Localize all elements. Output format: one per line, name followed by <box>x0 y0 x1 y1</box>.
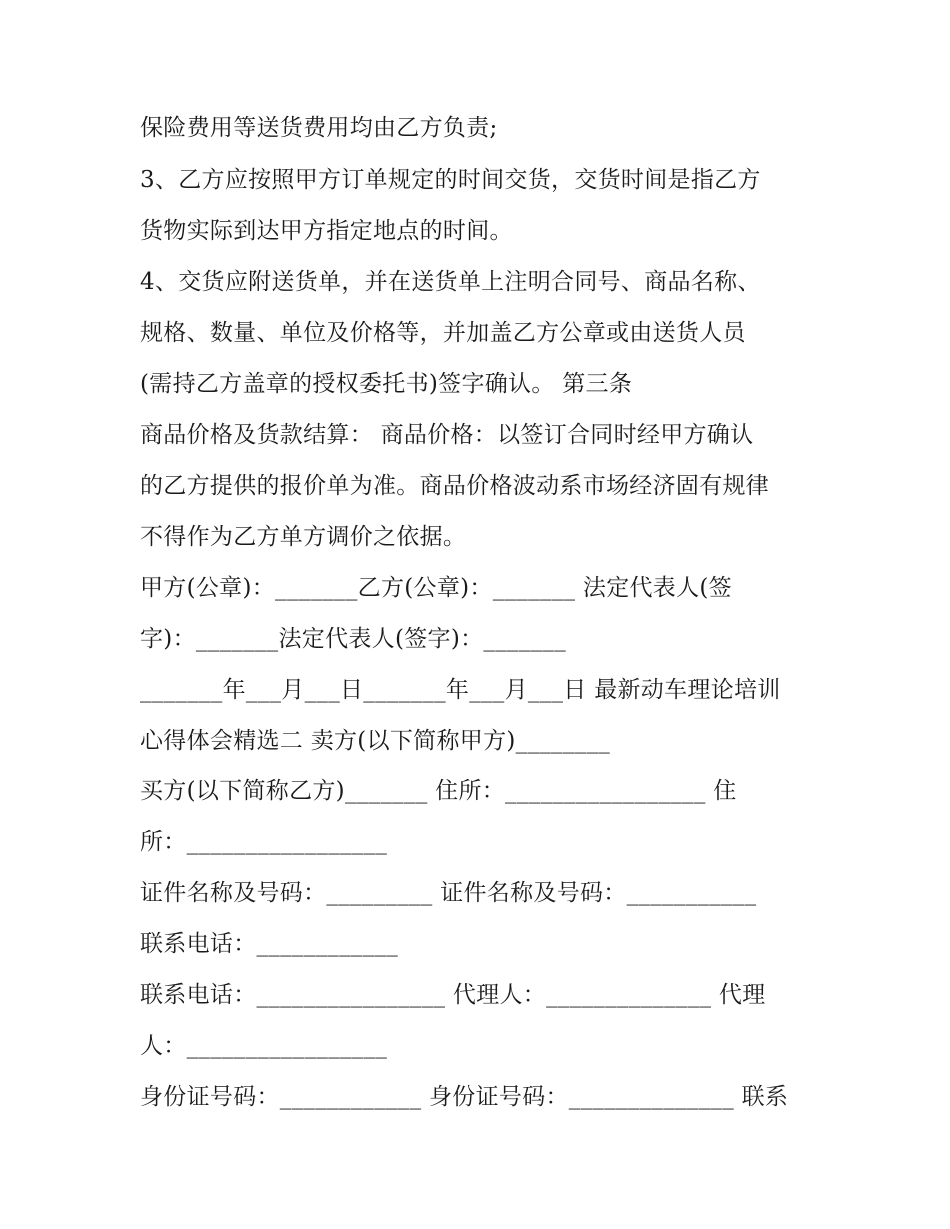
text-line: 所：_________________ <box>140 829 388 855</box>
text-line: 人：_________________ <box>140 1033 388 1059</box>
text-line: 字)：_______法定代表人(签字)：_______ <box>140 626 567 652</box>
text-line: 4、交货应附送货单，并在送货单上注明合同号、商品名称、 <box>140 269 761 295</box>
text-line: _______年___月___日_______年___月___日 最新动车理论培训 <box>140 677 781 703</box>
text-line: 身份证号码：____________ 身份证号码：______________ 联系 <box>140 1084 789 1110</box>
text-line: 商品价格及货款结算： 商品价格：以签订合同时经甲方确认 <box>140 422 754 448</box>
text-line: 保险费用等送货费用均由乙方负责; <box>140 115 498 141</box>
text-line: 联系电话：________________ 代理人：______________ 代理 <box>140 982 766 1008</box>
text-line: 规格、数量、单位及价格等，并加盖乙方公章或由送货人员 <box>140 320 746 346</box>
text-line: 不得作为乙方单方调价之依据。 <box>140 524 467 550</box>
text-line: 的乙方提供的报价单为准。商品价格波动系市场经济固有规律 <box>140 473 770 499</box>
text-line: 甲方(公章)：_______乙方(公章)：_______ 法定代表人(签 <box>140 575 732 601</box>
text-line: 3、乙方应按照甲方订单规定的时间交货，交货时间是指乙方 <box>140 167 761 193</box>
text-line: 货物实际到达甲方指定地点的时间。 <box>140 218 513 244</box>
text-line: 心得体会精选二 卖方(以下简称甲方)________ <box>140 728 611 754</box>
text-line: (需持乙方盖章的授权委托书)签字确认。 第三条 <box>140 371 633 397</box>
text-line: 证件名称及号码：_________ 证件名称及号码：___________ <box>140 880 757 906</box>
text-line: 买方(以下简称乙方)_______ 住所：_________________ 住 <box>140 778 737 804</box>
text-line: 联系电话：____________ <box>140 931 399 957</box>
